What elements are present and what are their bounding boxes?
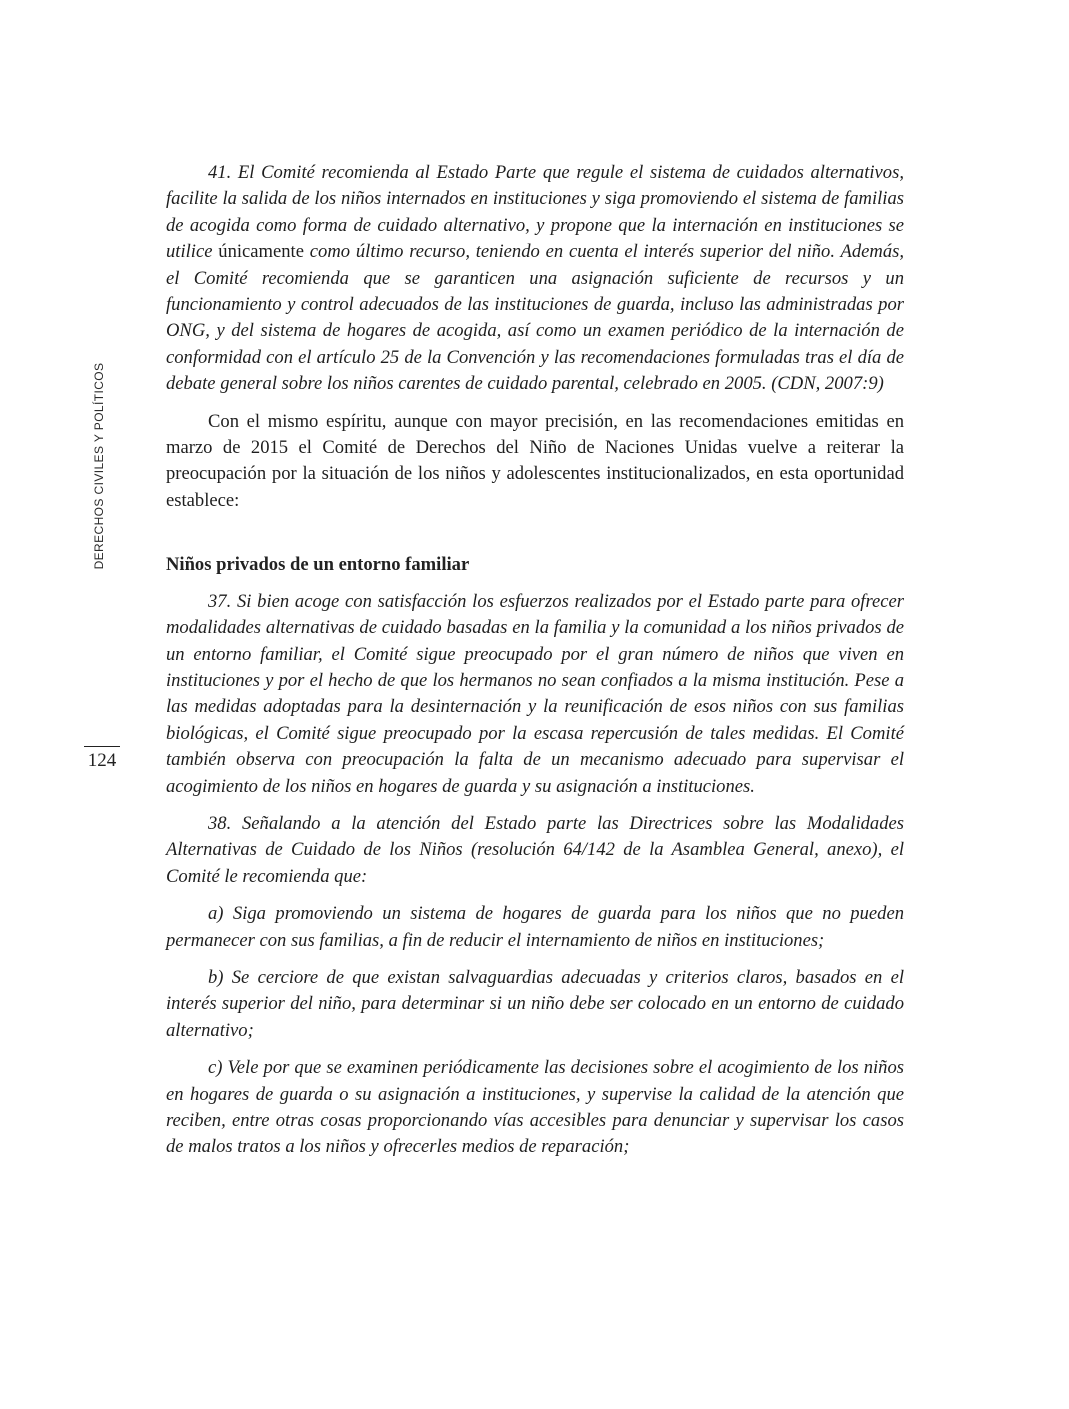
quote-item-b: b) Se cerciore de que existan salvaguardias adecuadas y criterios claros, basados en el interés superior del niño, para determinar si un niño debe ser colocado en un entorno de cuidado alternativo; — [166, 966, 904, 1041]
intro-paragraph: Con el mismo espíritu, aunque con mayor precisión, en las recomendaciones emitidas en marzo de 2015 el Comité de Derechos del Niño de Naciones Unidas vuelve a reiterar la preocupación por la situación de los niños y adolescentes institucionalizados, en esta oportunidad establece: — [166, 410, 904, 511]
quote-paragraph-41 — [166, 160, 904, 398]
quote-41-part-1: 41. El Comité recomienda al Estado Parte que regule el sistema de cuidados alternativos, facilite la salida de los niños internados en instituciones y siga promoviendo el sistema de familias de acogida como forma de cuidado alternativo, y propone que la internación en instituciones se utilice — [166, 162, 904, 263]
main-text — [166, 160, 904, 1172]
quote-41-part-2: como último recurso, teniendo en cuenta el interés superior del niño. Además, el Comité recomienda que se garanticen una asignación suficiente de recursos y un funcionamiento y control adecuados de las instituciones de guarda, incluso las administradas por ONG, y del sistema de hogares de acogida, así como un examen periódico de la internación de conformidad con el artículo 25 de la Convención y las recomendaciones formuladas tras el día de debate general sobre los niños carentes de cuidado parental, celebrado en 2005. (CDN, 2007:9) — [166, 241, 904, 395]
quote-paragraph-37: 37. Si bien acoge con satisfacción los esfuerzos realizados por el Estado parte para ofrecer modalidades alternativas de cuidado basadas en la familia y la comunidad a los niños privados de un entorno familiar, el Comité sigue preocupado por el gran número de niños que viven en instituciones y por el hecho de que los hermanos no sean confiados a la misma institución. Pese a las medidas adoptadas para la desinternación y la reunificación de esos niños con sus familias biológicas, el Comité sigue preocupado por la escasa repercusión de tales medidas. El Comité también observa con preocupación la falta de un mecanismo adecuado para supervisar el acogimiento de los niños en hogares de guarda y su asignación a instituciones. — [166, 590, 904, 797]
quote-paragraph-38: 38. Señalando a la atención del Estado parte las Directrices sobre las Modalidades Alternativas de Cuidado de los Niños (resolución 64/142 de la Asamblea General, anexo), el Comité le recomienda que: — [166, 812, 904, 887]
section-title-label: DERECHOS CIVILES Y POLÍTICOS — [92, 362, 106, 570]
page-number: 124 — [84, 746, 120, 772]
section-heading: Niños privados de un entorno familiar — [166, 554, 470, 576]
quote-item-c: c) Vele por que se examinen periódicamente las decisiones sobre el acogimiento de los niños en hogares de guarda o su asignación a instituciones, y supervise la calidad de la atención que reciben, entre otras cosas proporcionando vías accesibles para denunciar y supervisar los casos de malos tratos a los niños y ofrecerles medios de reparación; — [166, 1057, 904, 1158]
quote-item-a: a) Siga promoviendo un sistema de hogares de guarda para los niños que no pueden permanecer con sus familias, a fin de reducir el internamiento de niños en instituciones; — [166, 903, 904, 951]
quote-41-upright-word: únicamente — [218, 241, 304, 263]
